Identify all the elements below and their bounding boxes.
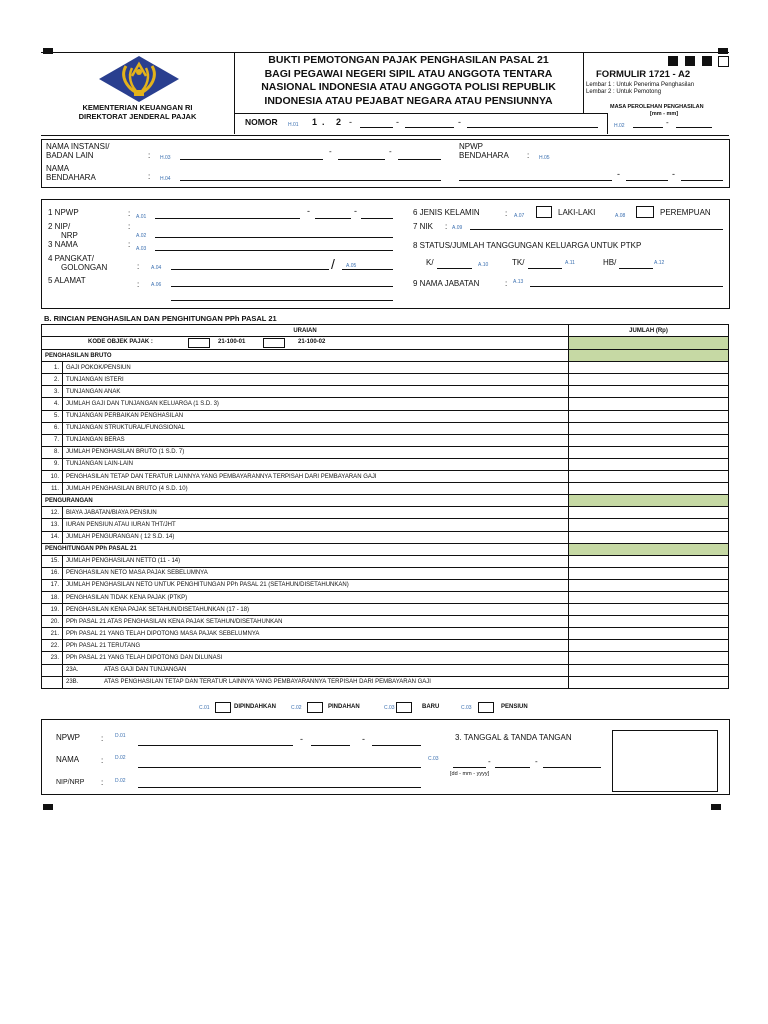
pangkat-label: 4 PANGKAT/ GOLONGAN [48, 254, 108, 272]
row-number: 12. [42, 507, 63, 519]
colon-pemotong-nip: : [101, 778, 104, 787]
pemotong-npwp-field-1[interactable] [138, 745, 293, 746]
row-number: 14. [42, 531, 63, 543]
table-row [42, 483, 729, 495]
section-header-row [42, 543, 729, 555]
table-row [42, 640, 729, 652]
colon-pemotong-npwp: : [101, 734, 104, 743]
row-number: 10. [42, 471, 63, 483]
npwp-field-1[interactable] [155, 218, 300, 219]
code-h03: H.03 [160, 155, 171, 161]
nomor-dash-2: - [396, 117, 399, 127]
row-amount-field[interactable] [569, 652, 729, 664]
npwp-label: 1 NPWP [48, 208, 79, 217]
nik-label: 7 NIK [413, 222, 434, 231]
colon-pangkat: : [137, 262, 140, 271]
corner-marker-bl [43, 804, 53, 810]
title-line-3: NASIONAL INDONESIA ATAU ANGGOTA POLISI REPUBLIK [261, 81, 556, 93]
nomor-row-top [234, 113, 608, 114]
alamat-label: 5 ALAMAT [48, 276, 86, 285]
hb-label: HB/ [603, 258, 617, 267]
row-number: 16. [42, 567, 63, 579]
row-amount-field[interactable] [569, 579, 729, 591]
row-number: 23. [42, 652, 63, 664]
nama-bendahara-label: NAMA BENDAHARA [46, 164, 96, 182]
ttd-label: 3. TANGGAL & TANDA TANGAN [455, 733, 572, 742]
ttd-dash-1: - [488, 757, 491, 766]
row-number: 22. [42, 640, 63, 652]
row-sub-text: ATAS GAJI DAN TUNJANGAN [104, 667, 187, 674]
colon-npwp-bendahara: : [527, 151, 530, 160]
pemotong-npwp-dash-2: - [362, 734, 365, 744]
row-number: 2. [42, 374, 63, 386]
instansi-dash-1: - [329, 147, 332, 156]
col-jumlah: JUMLAH (Rp) [569, 325, 729, 337]
row-number: 6. [42, 422, 63, 434]
row-amount-field[interactable] [569, 567, 729, 579]
pemotong-npwp-field-2[interactable] [311, 745, 350, 746]
row-description: TUNJANGAN PERBAIKAN PENGHASILAN [63, 410, 569, 422]
table-row [42, 676, 729, 688]
table-row [42, 446, 729, 458]
table-header-row [42, 325, 729, 337]
header-divider-right [583, 52, 584, 114]
code-a09: A.09 [452, 225, 463, 231]
row-number: 20. [42, 616, 63, 628]
row-amount-field[interactable] [569, 483, 729, 495]
baru-checkbox[interactable] [396, 702, 412, 713]
nama-instansi-field[interactable] [180, 159, 323, 160]
row-description: TUNJANGAN STRUKTURAL/FUNGSIONAL [63, 422, 569, 434]
pemotong-nama-label: NAMA [56, 755, 80, 764]
colon-npwp: : [128, 209, 131, 218]
ministry-logo [96, 54, 182, 104]
code-c03-pensiun: C.03 [461, 705, 472, 711]
nama-label: 3 NAMA [48, 240, 78, 249]
ttd-dash-2: - [535, 757, 538, 766]
title-line-1: BUKTI PEMOTONGAN PAJAK PENGHASILAN PASAL 21 [268, 54, 549, 66]
corner-marker-br [711, 804, 721, 810]
table-row [42, 664, 729, 676]
table-row [42, 616, 729, 628]
row-description: PENGHASILAN NETO MASA PAJAK SEBELUMNYA [63, 567, 569, 579]
status-ptkp-label: 8 STATUS/JUMLAH TANGGUNGAN KELUARGA UNTUK PTKP [413, 241, 642, 250]
table-row [42, 555, 729, 567]
nama-bendahara-field[interactable] [180, 180, 441, 181]
section-title: PENGHASILAN BRUTO [42, 350, 569, 362]
pensiun-checkbox[interactable] [478, 702, 494, 713]
kode-2-label: 21-100-02 [298, 339, 326, 346]
pindahan-checkbox[interactable] [307, 702, 323, 713]
row-number [42, 664, 63, 676]
npwp-bendahara-label: NPWP BENDAHARA [459, 142, 509, 160]
code-c01: C.01 [199, 705, 210, 711]
nomor-field-1[interactable] [360, 127, 393, 128]
npwp-bendahara-field-2[interactable] [626, 180, 668, 181]
code-a11: A.11 [565, 260, 575, 266]
code-a04: A.04 [151, 265, 162, 271]
pemotong-npwp-dash-1: - [300, 734, 303, 744]
row-amount-field[interactable] [569, 591, 729, 603]
masa-from-field[interactable] [633, 127, 663, 128]
row-amount-field[interactable] [569, 446, 729, 458]
table-row [42, 519, 729, 531]
form-title [236, 54, 581, 108]
row-amount-field[interactable] [569, 458, 729, 470]
row-amount-field[interactable] [569, 386, 729, 398]
table-row [42, 434, 729, 446]
pemotong-npwp-field-3[interactable] [372, 745, 421, 746]
row-description: PPh PASAL 21 ATAS PENGHASILAN KENA PAJAK SETAHUN/DISETAHUNKAN [63, 616, 569, 628]
dipindahkan-label: DIPINDAHKAN [234, 704, 276, 710]
table-row [42, 471, 729, 483]
table-row [42, 628, 729, 640]
nomor-prefix-1: 1 [312, 117, 318, 127]
section-b-title: B. RINCIAN PENGHASILAN DAN PENGHITUNGAN PPh PASAL 21 [44, 314, 277, 323]
laki-laki-label: LAKI-LAKI [558, 208, 596, 217]
pensiun-label: PENSIUN [501, 704, 528, 710]
row-description: BIAYA JABATAN/BIAYA PENSIUN [63, 507, 569, 519]
code-a12: A.12 [654, 260, 665, 266]
section-title: PENGURANGAN [42, 495, 569, 507]
colon-nama-bendahara: : [148, 172, 151, 181]
colon-instansi: : [148, 151, 151, 160]
table-row [42, 507, 729, 519]
row-description: JUMLAH GAJI DAN TUNJANGAN KELUARGA (1 S.D. 3) [63, 398, 569, 410]
row-amount-field[interactable] [569, 362, 729, 374]
row-description: PENGHASILAN TETAP DAN TERATUR LAINNYA YANG PEMBAYARANNYA TERPISAH DARI PEMBAYARAN GAJI [63, 471, 569, 483]
section-amount-cell [569, 495, 729, 507]
npwp-field-3[interactable] [361, 218, 393, 219]
npwp-bendahara-field-3[interactable] [681, 180, 723, 181]
row-description: TUNJANGAN LAIN-LAIN [63, 458, 569, 470]
code-a08: A.08 [615, 213, 626, 219]
col-uraian: URAIAN [42, 325, 569, 337]
hb-field[interactable] [619, 268, 653, 269]
code-d01: D.01 [115, 733, 126, 739]
perempuan-label: PEREMPUAN [660, 208, 711, 217]
row-amount-field[interactable] [569, 422, 729, 434]
table-row [42, 410, 729, 422]
pemotong-nama-field[interactable] [138, 767, 421, 768]
row-number: 17. [42, 579, 63, 591]
npwp-bendahara-field-1[interactable] [459, 180, 612, 181]
section-header-row [42, 495, 729, 507]
row-description: JUMLAH PENGHASILAN NETTO (11 - 14) [63, 555, 569, 567]
row-number: 4. [42, 398, 63, 410]
row-description: TUNJANGAN BERAS [63, 434, 569, 446]
row-amount-field[interactable] [569, 434, 729, 446]
row-amount-field[interactable] [569, 555, 729, 567]
table-row [42, 652, 729, 664]
row-amount-field[interactable] [569, 676, 729, 688]
nomor-prefix-2: 2 [336, 117, 342, 127]
perempuan-checkbox[interactable] [636, 206, 654, 218]
lembar-1: Lembar 1 : Untuk Penerima Penghasilan [586, 82, 695, 88]
row-description: PENGHASILAN TIDAK KENA PAJAK (PTKP) [63, 591, 569, 603]
header-divider-left [234, 52, 235, 134]
ttd-mm-field[interactable] [495, 767, 530, 768]
code-c02: C.02 [291, 705, 302, 711]
npwp-field-2[interactable] [315, 218, 351, 219]
row-description: GAJI POKOK/PENSIUN [63, 362, 569, 374]
alamat-field-2[interactable] [171, 300, 393, 301]
pindahan-label: PINDAHAN [328, 704, 360, 710]
pangkat-field[interactable] [171, 269, 329, 270]
row-description: JUMLAH PENGHASILAN BRUTO (4 S.D. 10) [63, 483, 569, 495]
row-amount-field[interactable] [569, 410, 729, 422]
masa-format: [mm - mm] [650, 111, 679, 117]
nik-field[interactable] [470, 229, 723, 230]
nama-jabatan-field[interactable] [530, 286, 723, 287]
row-description [63, 676, 569, 688]
row-number: 3. [42, 386, 63, 398]
code-h04: H.04 [160, 176, 171, 182]
colon-jk: : [505, 209, 508, 218]
npwp-dash-1: - [307, 206, 310, 216]
row-description: TUNJANGAN ANAK [63, 386, 569, 398]
npwp-bendahara-dash-1: - [617, 169, 620, 179]
code-c03-ttd: C.03 [428, 756, 439, 762]
row-description: JUMLAH PENGURANGAN ( 12 S.D. 14) [63, 531, 569, 543]
row-number: 15. [42, 555, 63, 567]
row-number: 11. [42, 483, 63, 495]
code-h05: H.05 [539, 155, 550, 161]
nip-label: 2 NIP/ NRP [48, 222, 78, 240]
colon-pemotong-nama: : [101, 756, 104, 765]
nomor-code: H.01 [288, 122, 299, 128]
row-amount-field[interactable] [569, 471, 729, 483]
row-amount-field[interactable] [569, 604, 729, 616]
section-header-row [42, 350, 729, 362]
row-description: TUNJANGAN ISTERI [63, 374, 569, 386]
nomor-dash-3: - [458, 117, 461, 127]
npwp-bendahara-dash-2: - [672, 169, 675, 179]
row-description: JUMLAH PENGHASILAN BRUTO (1 S.D. 7) [63, 446, 569, 458]
pemotong-nip-field[interactable] [138, 787, 421, 788]
table-row [42, 398, 729, 410]
nomor-dot: . [322, 117, 325, 127]
code-a02: A.02 [136, 233, 147, 239]
table-row [42, 422, 729, 434]
baru-label: BARU [422, 704, 440, 710]
row-sub-text: ATAS PENGHASILAN TETAP DAN TERATUR LAINNYA YANG PEMBAYARANNYA TERPISAH DARI PEMBAYARAN GAJI [104, 679, 431, 686]
colon-nip: : [128, 222, 131, 231]
lembar-2: Lembar 2 : Untuk Pemotong [586, 89, 662, 95]
colon-nama: : [128, 240, 131, 249]
code-a07: A.07 [514, 213, 525, 219]
ministry-name [41, 103, 234, 121]
code-a03: A.03 [136, 246, 147, 252]
row-description [63, 664, 569, 676]
ttd-dd-field[interactable] [453, 767, 486, 768]
nip-field[interactable] [155, 237, 393, 238]
instansi-dash-2: - [389, 147, 392, 156]
section-title: PENGHITUNGAN PPh PASAL 21 [42, 543, 569, 555]
code-a10: A.10 [478, 262, 489, 268]
row-amount-field[interactable] [569, 640, 729, 652]
pangkat-slash: / [331, 256, 335, 272]
nama-jabatan-label: 9 NAMA JABATAN [413, 279, 480, 288]
code-a06: A.06 [151, 282, 162, 288]
table-row [42, 458, 729, 470]
npwp-dash-2: - [354, 206, 357, 216]
colon-nik: : [445, 222, 448, 231]
row-amount-field[interactable] [569, 398, 729, 410]
kode-objek-row [42, 337, 729, 350]
code-c03-baru: C.03 [384, 705, 395, 711]
instansi-field-3[interactable] [398, 159, 441, 160]
kode-objek-amount-cell [569, 337, 729, 350]
form-name: FORMULIR 1721 - A2 [596, 69, 691, 80]
nomor-field-2[interactable] [405, 127, 454, 128]
nama-instansi-label: NAMA INSTANSI/ BADAN LAIN [46, 142, 110, 160]
ttd-yyyy-field[interactable] [543, 767, 601, 768]
masa-to-field[interactable] [676, 127, 712, 128]
row-amount-field[interactable] [569, 664, 729, 676]
ministry-line1: KEMENTERIAN KEUANGAN RI [82, 103, 193, 112]
table-row [42, 362, 729, 374]
row-description: IURAN PENSIUN ATAU IURAN THT/JHT [63, 519, 569, 531]
table-row [42, 579, 729, 591]
row-number: 19. [42, 604, 63, 616]
masa-code: H.02 [614, 123, 625, 129]
kode-1-checkbox[interactable] [188, 338, 210, 348]
pemotong-nip-label: NIP/NRP [56, 779, 85, 786]
section-amount-cell [569, 350, 729, 362]
kode-2-checkbox[interactable] [263, 338, 285, 348]
row-amount-field[interactable] [569, 616, 729, 628]
colon-jabatan: : [505, 279, 508, 288]
masa-label: MASA PEROLEHAN PENGHASILAN [610, 104, 704, 110]
nomor-row-right [607, 113, 608, 134]
row-description: PENGHASILAN KENA PAJAK SETAHUN/DISETAHUNKAN (17 - 18) [63, 604, 569, 616]
alamat-field-1[interactable] [171, 286, 393, 287]
tk-label: TK/ [512, 258, 525, 267]
colon-alamat: : [137, 280, 140, 289]
row-number: 9. [42, 458, 63, 470]
row-description: JUMLAH PENGHASILAN NETO UNTUK PENGHITUNGAN PPh PASAL 21 (SETAHUN/DISETAHUNKAN) [63, 579, 569, 591]
jenis-kelamin-label: 6 JENIS KELAMIN [413, 208, 480, 217]
row-amount-field[interactable] [569, 374, 729, 386]
row-description: PPh PASAL 21 YANG TELAH DIPOTONG MASA PAJAK SEBELUMNYA [63, 628, 569, 640]
masa-dash: - [666, 118, 669, 127]
golongan-field[interactable] [342, 269, 393, 270]
row-description: PPh PASAL 21 YANG TELAH DIPOTONG DAN DILUNASI [63, 652, 569, 664]
instansi-field-2[interactable] [338, 159, 385, 160]
k-field[interactable] [437, 268, 472, 269]
signature-box[interactable] [612, 730, 718, 792]
title-line-4: INDONESIA ATAU PEJABAT NEGARA ATAU PENSIUNNYA [264, 94, 553, 107]
ministry-line2: DIREKTORAT JENDERAL PAJAK [78, 112, 197, 121]
row-amount-field[interactable] [569, 507, 729, 519]
nama-field[interactable] [155, 250, 393, 251]
row-amount-field[interactable] [569, 628, 729, 640]
row-number: 18. [42, 591, 63, 603]
code-a05: A.05 [346, 263, 357, 269]
row-amount-field[interactable] [569, 519, 729, 531]
nomor-dash-1: - [349, 117, 352, 127]
table-row [42, 604, 729, 616]
rincian-table [41, 324, 729, 689]
nomor-label: NOMOR [245, 117, 278, 127]
kode-1-label: 21-100-01 [218, 339, 246, 346]
table-row [42, 531, 729, 543]
row-number: 8. [42, 446, 63, 458]
row-description: PPh PASAL 21 TERUTANG [63, 640, 569, 652]
k-label: K/ [426, 258, 434, 267]
row-sub-number: 23A. [66, 667, 79, 674]
laki-laki-checkbox[interactable] [536, 206, 552, 218]
tk-field[interactable] [528, 268, 562, 269]
row-number [42, 676, 63, 688]
code-d02-nama: D.02 [115, 755, 126, 761]
row-number: 1. [42, 362, 63, 374]
title-line-2: BAGI PEGAWAI NEGERI SIPIL ATAU ANGGOTA TENTARA [264, 67, 553, 80]
nomor-field-3[interactable] [467, 127, 598, 128]
row-number: 5. [42, 410, 63, 422]
table-row [42, 591, 729, 603]
row-number: 7. [42, 434, 63, 446]
table-row [42, 386, 729, 398]
code-a13: A.13 [513, 279, 524, 285]
pemotong-npwp-label: NPWP [56, 733, 80, 742]
section-amount-cell [569, 543, 729, 555]
kode-objek-label: KODE OBJEK PAJAK : [88, 339, 153, 346]
dipindahkan-checkbox[interactable] [215, 702, 231, 713]
table-row [42, 567, 729, 579]
ttd-date-format: [dd - mm - yyyy] [450, 771, 490, 777]
code-d02-nip: D.02 [115, 778, 126, 784]
row-sub-number: 23B. [66, 679, 79, 686]
row-number: 21. [42, 628, 63, 640]
table-row [42, 374, 729, 386]
code-a01: A.01 [136, 214, 147, 220]
row-number: 13. [42, 519, 63, 531]
row-amount-field[interactable] [569, 531, 729, 543]
